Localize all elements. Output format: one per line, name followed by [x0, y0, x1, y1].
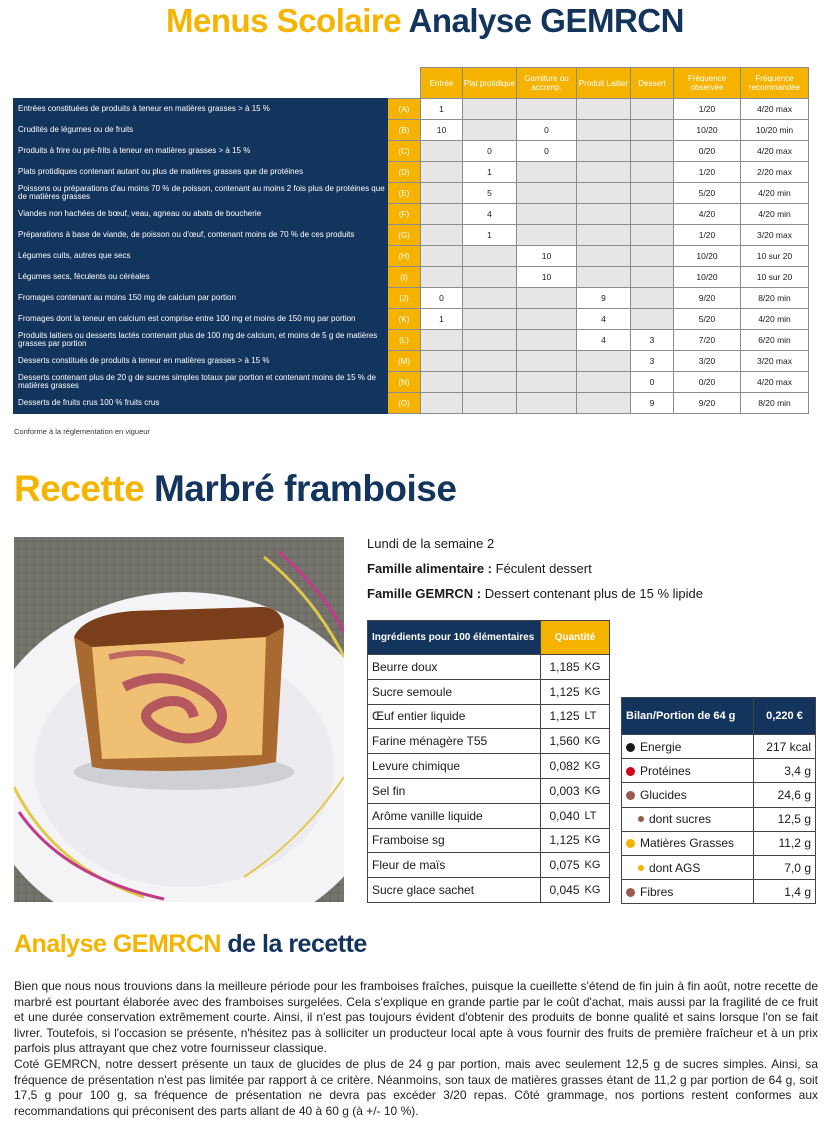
nutrient-value: 7,0 g	[754, 855, 816, 879]
ingredient-qty: 0,082	[541, 754, 582, 779]
ingredients-table	[367, 620, 610, 903]
table-cell	[577, 183, 631, 204]
table-cell	[517, 183, 577, 204]
ingredient-qty: 0,040	[541, 803, 582, 828]
analysis-title-part1: Analyse GEMRCN	[14, 930, 221, 958]
table-cell: 4	[577, 309, 631, 330]
gemrcn-row	[14, 351, 809, 372]
table-cell	[517, 393, 577, 414]
ingredient-qty: 1,125	[541, 704, 582, 729]
bilan-row	[622, 831, 816, 855]
table-cell	[421, 372, 463, 393]
row-code: (G)	[388, 225, 421, 246]
ingredient-name: Framboise sg	[368, 828, 541, 853]
gemrcn-row	[14, 225, 809, 246]
row-label: Plats protidiques contenant autant ou plus de matières grasses que de protéines	[14, 162, 388, 183]
ingredient-row	[368, 828, 610, 853]
column-header: Fréquence observée	[674, 68, 741, 99]
ingredient-qty: 0,003	[541, 778, 582, 803]
column-header: Fréquence recommandée	[741, 68, 809, 99]
table-cell	[421, 183, 463, 204]
table-cell: 3/20 max	[741, 351, 809, 372]
row-label: Produits laitiers ou desserts lactés contenant plus de 100 mg de calcium, et moins de 5 g de matières grasses par portion	[14, 330, 388, 351]
table-cell: 0/20	[674, 372, 741, 393]
table-cell: 4	[463, 204, 517, 225]
table-cell	[577, 204, 631, 225]
gemrcn-row	[14, 246, 809, 267]
nutrient-label: Protéines	[640, 763, 691, 778]
table-cell	[631, 162, 674, 183]
nutrient-label: Glucides	[640, 787, 687, 802]
table-cell	[631, 225, 674, 246]
column-header: Garniture ou accomp.	[517, 68, 577, 99]
table-cell: 0	[517, 141, 577, 162]
gemrcn-family-label: Famille GEMRCN :	[367, 586, 482, 601]
nutrient-label: Matières Grasses	[640, 836, 735, 851]
table-cell: 1/20	[674, 99, 741, 120]
table-cell: 8/20 min	[741, 393, 809, 414]
row-code: (K)	[388, 309, 421, 330]
ingredient-unit: KG	[582, 878, 610, 903]
table-cell	[631, 309, 674, 330]
ingredient-name: Œuf entier liquide	[368, 704, 541, 729]
ingredients-header-row	[368, 621, 610, 655]
row-code: (B)	[388, 120, 421, 141]
table-cell	[577, 141, 631, 162]
row-label: Fromages contenant au moins 150 mg de calcium par portion	[14, 288, 388, 309]
ingredient-name: Sucre semoule	[368, 679, 541, 704]
ingredient-row	[368, 679, 610, 704]
bilan-row	[622, 783, 816, 807]
table-cell	[631, 183, 674, 204]
table-cell	[631, 246, 674, 267]
table-cell: 4/20 max	[741, 372, 809, 393]
table-cell	[421, 225, 463, 246]
ingredient-qty: 0,075	[541, 853, 582, 878]
analysis-text	[14, 979, 818, 1119]
row-code: (F)	[388, 204, 421, 225]
table-cell	[577, 99, 631, 120]
table-cell	[517, 372, 577, 393]
conformity-note: Conforme à la réglementation en vigueur	[14, 427, 150, 436]
bilan-row	[622, 735, 816, 759]
ingredient-unit: LT	[582, 704, 610, 729]
table-cell: 9/20	[674, 393, 741, 414]
gemrcn-row	[14, 204, 809, 225]
row-code: (M)	[388, 351, 421, 372]
gemrcn-row	[14, 393, 809, 414]
recipe-title-part2: Marbré framboise	[153, 468, 457, 509]
row-label: Entrées constituées de produits à teneur en matières grasses > à 15 %	[14, 99, 388, 120]
table-cell	[631, 267, 674, 288]
table-cell: 4/20 max	[741, 141, 809, 162]
table-cell	[421, 330, 463, 351]
analysis-title-part2: de la recette	[227, 930, 367, 958]
ingredient-name: Sel fin	[368, 778, 541, 803]
gemrcn-table	[13, 67, 809, 414]
quantity-header: Quantité	[541, 621, 610, 655]
ingredient-qty: 1,125	[541, 828, 582, 853]
table-cell: 1	[463, 162, 517, 183]
gemrcn-row	[14, 141, 809, 162]
table-cell: 4/20 max	[741, 99, 809, 120]
table-cell: 1	[421, 99, 463, 120]
ingredient-unit: KG	[582, 754, 610, 779]
table-cell: 9/20	[674, 288, 741, 309]
table-cell: 0	[463, 141, 517, 162]
ingredient-unit: KG	[582, 655, 610, 680]
table-cell	[631, 141, 674, 162]
nutrient-value: 12,5 g	[754, 807, 816, 831]
table-cell	[421, 204, 463, 225]
column-header: Dessert	[631, 68, 674, 99]
analysis-paragraph: Bien que nous nous trouvions dans la meilleure période pour les framboises fraîches, puisque la cueillette s'étend de fin juin à fin août, notre recette de marbré est pourtant élaborée avec des framboises surgelées. Cela s'explique en grande partie par le coût d'achat, mais aussi par la fragilité de ce fruit et une durée conservation extrêmement courte. Ainsi, il n'est pas toujours évident d'obtenir des produits de bonne qualité et sains lorsque l'on se fait livrer. Toutefois, si l'occasion se présente, n'hésitez pas à solliciter un producteur local apte à vous fournir des fruits de première fraîcheur et à un prix parfois plus attrayant que chez votre fournisseur classique.	[14, 979, 818, 1056]
table-cell: 0	[517, 120, 577, 141]
table-cell: 10	[421, 120, 463, 141]
table-cell: 10/20	[674, 120, 741, 141]
table-cell	[517, 309, 577, 330]
table-cell: 10 sur 20	[741, 267, 809, 288]
table-cell	[577, 225, 631, 246]
nutrient-value: 1,4 g	[754, 880, 816, 904]
ingredient-row	[368, 704, 610, 729]
analysis-paragraph: Coté GEMRCN, notre dessert présente un taux de glucides de plus de 24 g par portion, mais avec seulement 12,5 g de sucres simples. Ainsi, sa fréquence de présentation n'est pas limitée par rapport à ce critère. Néanmoins, son taux de matières grasses étant de 11,2 g par portion de 64 g, soit 17,5 g pour 100 g, sa fréquence de présentation ne devra pas excéder 3/20 repas. Côté grammage, nos portions restent conformes aux recommandations qui préconisent des parts allant de 40 à 60 g (à +/- 10 %).	[14, 1056, 818, 1118]
ingredient-name: Levure chimique	[368, 754, 541, 779]
ingredient-unit: KG	[582, 828, 610, 853]
table-cell: 3/20	[674, 351, 741, 372]
recipe-title-part1: Recette	[14, 468, 145, 509]
nutrient-bullet-icon	[626, 767, 635, 776]
row-label: Légumes secs, féculents ou céréales	[14, 267, 388, 288]
gemrcn-row	[14, 267, 809, 288]
table-cell	[577, 246, 631, 267]
ingredient-unit: KG	[582, 778, 610, 803]
bilan-price: 0,220 €	[754, 698, 816, 735]
table-cell	[517, 204, 577, 225]
nutrient-bullet-icon	[626, 888, 635, 897]
table-cell	[577, 393, 631, 414]
ingredient-unit: KG	[582, 679, 610, 704]
table-cell	[463, 330, 517, 351]
row-label: Desserts constitués de produits à teneur en matières grasses > à 15 %	[14, 351, 388, 372]
ingredient-qty: 1,185	[541, 655, 582, 680]
ingredient-row	[368, 655, 610, 680]
column-header: Plat protidique	[463, 68, 517, 99]
table-cell	[517, 162, 577, 183]
table-cell: 5/20	[674, 309, 741, 330]
table-cell: 10/20	[674, 246, 741, 267]
ingredient-row	[368, 754, 610, 779]
table-cell: 10 sur 20	[741, 246, 809, 267]
row-code: (C)	[388, 141, 421, 162]
table-cell	[577, 372, 631, 393]
gemrcn-row	[14, 120, 809, 141]
table-cell: 0	[421, 288, 463, 309]
nutrient-bullet-icon	[638, 816, 644, 822]
table-cell	[631, 99, 674, 120]
table-cell: 9	[631, 393, 674, 414]
row-code: (L)	[388, 330, 421, 351]
gemrcn-row	[14, 372, 809, 393]
table-cell: 4	[577, 330, 631, 351]
table-cell	[421, 351, 463, 372]
table-cell: 4/20 min	[741, 309, 809, 330]
nutrient-value: 24,6 g	[754, 783, 816, 807]
table-cell	[631, 288, 674, 309]
table-cell	[631, 120, 674, 141]
ingredient-row	[368, 878, 610, 903]
nutrient-label: dont AGS	[649, 860, 701, 875]
family-label: Famille alimentaire :	[367, 561, 492, 576]
table-cell	[463, 120, 517, 141]
bilan-nutrient	[622, 759, 754, 783]
table-cell: 1	[421, 309, 463, 330]
row-code: (E)	[388, 183, 421, 204]
ingredient-name: Sucre glace sachet	[368, 878, 541, 903]
row-code: (N)	[388, 372, 421, 393]
table-cell	[577, 267, 631, 288]
ingredient-row	[368, 729, 610, 754]
table-cell	[421, 162, 463, 183]
table-cell: 1	[463, 225, 517, 246]
table-cell	[517, 288, 577, 309]
table-cell: 7/20	[674, 330, 741, 351]
recipe-gemrcn-family	[367, 586, 703, 601]
row-label: Poissons ou préparations d'au moins 70 % de poisson, contenant au moins 2 fois plus de protéines que de matières grasses	[14, 183, 388, 204]
table-cell: 3/20 max	[741, 225, 809, 246]
bilan-nutrient	[622, 880, 754, 904]
table-cell: 10/20 min	[741, 120, 809, 141]
table-cell	[517, 330, 577, 351]
row-label: Fromages dont la teneur en calcium est comprise entre 100 mg et moins de 150 mg par portion	[14, 309, 388, 330]
table-cell	[463, 393, 517, 414]
ingredient-name: Arôme vanille liquide	[368, 803, 541, 828]
row-label: Crudités de légumes ou de fruits	[14, 120, 388, 141]
row-label: Viandes non hachées de bœuf, veau, agneau ou abats de boucherie	[14, 204, 388, 225]
nutrient-bullet-icon	[626, 743, 635, 752]
ingredient-qty: 0,045	[541, 878, 582, 903]
table-cell: 0/20	[674, 141, 741, 162]
row-label: Préparations à base de viande, de poisson ou d'œuf, contenant moins de 70 % de ces produits	[14, 225, 388, 246]
row-label: Desserts contenant plus de 20 g de sucres simples totaux par portion et contenant moins de 15 % de matières grasses	[14, 372, 388, 393]
row-code: (I)	[388, 267, 421, 288]
table-cell: 8/20 min	[741, 288, 809, 309]
ingredient-qty: 1,560	[541, 729, 582, 754]
ingredient-row	[368, 778, 610, 803]
gemrcn-row	[14, 99, 809, 120]
row-label: Légumes cuits, autres que secs	[14, 246, 388, 267]
nutrient-value: 11,2 g	[754, 831, 816, 855]
ingredient-unit: LT	[582, 803, 610, 828]
bilan-nutrient	[622, 807, 754, 831]
table-cell: 6/20 min	[741, 330, 809, 351]
row-code: (D)	[388, 162, 421, 183]
table-cell	[517, 99, 577, 120]
row-code: (O)	[388, 393, 421, 414]
page-title-part1: Menus Scolaire	[166, 2, 402, 39]
row-code: (H)	[388, 246, 421, 267]
table-cell: 9	[577, 288, 631, 309]
table-cell: 3	[631, 351, 674, 372]
gemrcn-row	[14, 330, 809, 351]
row-label: Desserts de fruits crus 100 % fruits crus	[14, 393, 388, 414]
nutrient-bullet-icon	[626, 791, 635, 800]
table-cell	[421, 141, 463, 162]
gemrcn-row	[14, 183, 809, 204]
gemrcn-row	[14, 288, 809, 309]
bilan-row	[622, 759, 816, 783]
table-cell	[421, 246, 463, 267]
nutrient-bullet-icon	[638, 865, 644, 871]
recipe-title	[14, 468, 456, 510]
bilan-nutrient	[622, 735, 754, 759]
row-label: Produits à frire ou pré-frits à teneur en matières grasses > à 15 %	[14, 141, 388, 162]
gemrcn-row	[14, 309, 809, 330]
bilan-row	[622, 807, 816, 831]
table-cell: 5/20	[674, 183, 741, 204]
page-title-part2: Analyse GEMRCN	[408, 2, 684, 39]
nutrient-value: 3,4 g	[754, 759, 816, 783]
table-cell: 4/20 min	[741, 204, 809, 225]
table-cell	[463, 351, 517, 372]
row-code: (A)	[388, 99, 421, 120]
bilan-header-row	[622, 698, 816, 735]
table-cell	[577, 120, 631, 141]
bilan-nutrient	[622, 783, 754, 807]
row-code: (J)	[388, 288, 421, 309]
table-cell	[463, 267, 517, 288]
recipe-day: Lundi de la semaine 2	[367, 536, 495, 551]
nutrient-label: Fibres	[640, 884, 674, 899]
ingredient-unit: KG	[582, 729, 610, 754]
recipe-family	[367, 561, 592, 576]
ingredient-name: Fleur de maïs	[368, 853, 541, 878]
column-header: Produit Laitier	[577, 68, 631, 99]
table-cell: 10	[517, 246, 577, 267]
family-value: Féculent dessert	[495, 561, 592, 576]
nutrient-bullet-icon	[626, 839, 635, 848]
table-cell	[421, 267, 463, 288]
ingredient-name: Beurre doux	[368, 655, 541, 680]
table-cell: 4/20	[674, 204, 741, 225]
table-cell	[577, 351, 631, 372]
table-cell	[517, 351, 577, 372]
nutrient-value: 217 kcal	[754, 735, 816, 759]
table-cell	[577, 162, 631, 183]
ingredient-name: Farine ménagère T55	[368, 729, 541, 754]
recipe-photo	[14, 537, 344, 902]
bilan-row	[622, 855, 816, 879]
column-header: Entrée	[421, 68, 463, 99]
page-title	[166, 2, 684, 40]
bilan-header: Bilan/Portion de 64 g	[622, 698, 754, 735]
bilan-nutrient	[622, 831, 754, 855]
table-cell: 10/20	[674, 267, 741, 288]
ingredients-header: Ingrédients pour 100 élémentaires	[368, 621, 541, 655]
table-cell	[463, 288, 517, 309]
ingredient-row	[368, 803, 610, 828]
gemrcn-header-row	[14, 68, 809, 99]
table-cell: 3	[631, 330, 674, 351]
table-cell: 10	[517, 267, 577, 288]
table-cell: 5	[463, 183, 517, 204]
ingredient-row	[368, 853, 610, 878]
bilan-nutrient	[622, 855, 754, 879]
analysis-title	[14, 930, 367, 959]
gemrcn-row	[14, 162, 809, 183]
bilan-table	[621, 697, 816, 904]
table-cell	[631, 204, 674, 225]
table-cell	[463, 372, 517, 393]
table-cell: 0	[631, 372, 674, 393]
table-cell: 2/20 max	[741, 162, 809, 183]
ingredient-qty: 1,125	[541, 679, 582, 704]
table-cell	[517, 225, 577, 246]
nutrient-label: dont sucres	[649, 812, 712, 827]
table-cell	[463, 309, 517, 330]
table-cell: 1/20	[674, 162, 741, 183]
table-cell: 4/20 min	[741, 183, 809, 204]
bilan-row	[622, 880, 816, 904]
table-cell	[463, 246, 517, 267]
ingredient-unit: KG	[582, 853, 610, 878]
table-cell: 1/20	[674, 225, 741, 246]
table-cell	[463, 99, 517, 120]
nutrient-label: Energie	[640, 739, 682, 754]
table-cell	[421, 393, 463, 414]
gemrcn-family-value: Dessert contenant plus de 15 % lipide	[484, 586, 703, 601]
